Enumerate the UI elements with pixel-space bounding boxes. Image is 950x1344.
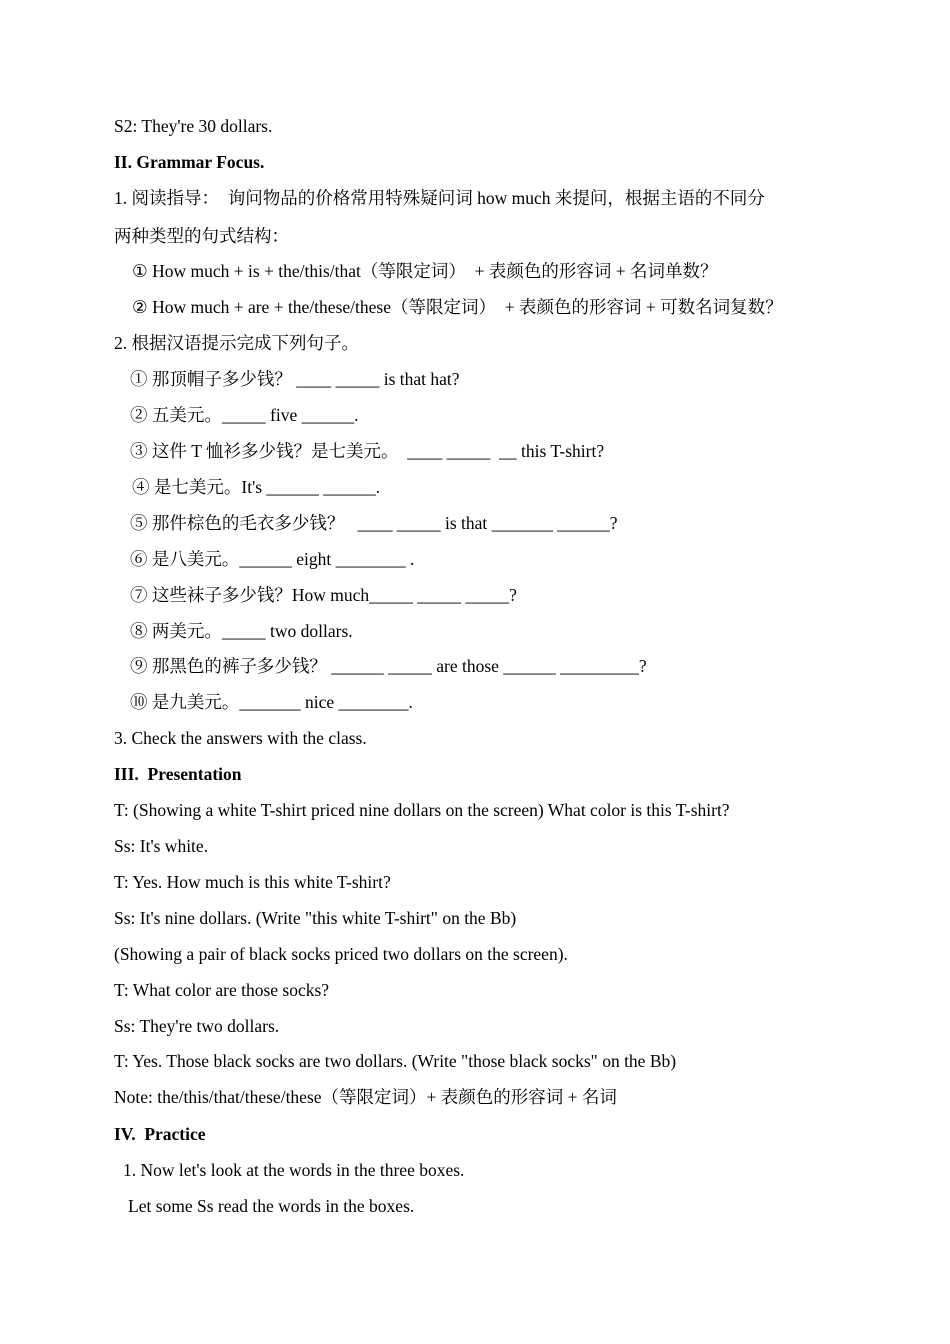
section-heading-grammar: II. Grammar Focus.	[114, 152, 265, 172]
exercise-item: ⑦ 这些袜子多少钱？How much_____ _____ _____?	[130, 585, 517, 605]
exercise-heading: 2. 根据汉语提示完成下列句子。	[114, 333, 359, 353]
dialogue-line: T: Yes. Those black socks are two dollars. (Write "those black socks" on the Bb)	[114, 1051, 677, 1071]
dialogue-line: T: (Showing a white T-shirt priced nine dollars on the screen) What color is this T-shirt?	[114, 800, 730, 820]
reading-guide-line: 1. 阅读指导： 询问物品的价格常用特殊疑问词 how much 来提问，根据主语的不同分	[114, 188, 765, 208]
practice-step: Let some Ss read the words in the boxes.	[128, 1196, 415, 1216]
exercise-item: ② 五美元。_____ five ______.	[130, 405, 359, 425]
pattern-line: ① How much + is + the/this/that（等限定词） + 表颜色的形容词 + 名词单数？	[132, 261, 718, 281]
dialogue-line: T: What color are those socks?	[114, 980, 330, 1000]
pattern-line: ② How much + are + the/these/these（等限定词） + 表颜色的形容词 + 可数名词复数？	[132, 297, 783, 317]
exercise-item: ⑨ 那黑色的裤子多少钱？ ______ _____ are those ______ _________?	[130, 656, 647, 676]
dialogue-line: Ss: It's nine dollars. (Write "this white T-shirt" on the Bb)	[114, 908, 517, 928]
section-heading-practice: IV. Practice	[114, 1124, 206, 1144]
dialogue-line: T: Yes. How much is this white T-shirt?	[114, 872, 391, 892]
exercise-item: ⑥ 是八美元。______ eight ________ .	[130, 549, 415, 569]
exercise-item: ⑤ 那件棕色的毛衣多少钱？ ____ _____ is that _______ ______?	[130, 513, 618, 533]
dialogue-line: S2: They're 30 dollars.	[114, 116, 273, 136]
dialogue-line: Ss: It's white.	[114, 836, 209, 856]
exercise-item: ① 那顶帽子多少钱？ ____ _____ is that hat?	[130, 369, 460, 389]
practice-step: 1. Now let's look at the words in the three boxes.	[123, 1160, 465, 1180]
exercise-item: ⑧ 两美元。_____ two dollars.	[130, 621, 353, 641]
instruction-line: 3. Check the answers with the class.	[114, 728, 367, 748]
exercise-item: ⑩ 是九美元。_______ nice ________.	[130, 692, 413, 712]
exercise-item: ④ 是七美元。It's ______ ______.	[132, 477, 381, 497]
stage-direction: (Showing a pair of black socks priced two dollars on the screen).	[114, 944, 568, 964]
note-line: Note: the/this/that/these/these（等限定词）+ 表颜色的形容词 + 名词	[114, 1087, 617, 1107]
section-heading-presentation: III. Presentation	[114, 764, 242, 784]
reading-guide-line: 两种类型的句式结构：	[114, 226, 289, 246]
dialogue-line: Ss: They're two dollars.	[114, 1016, 280, 1036]
exercise-item: ③ 这件 T 恤衫多少钱？是七美元。 ____ _____ __ this T-shirt?	[130, 441, 605, 461]
